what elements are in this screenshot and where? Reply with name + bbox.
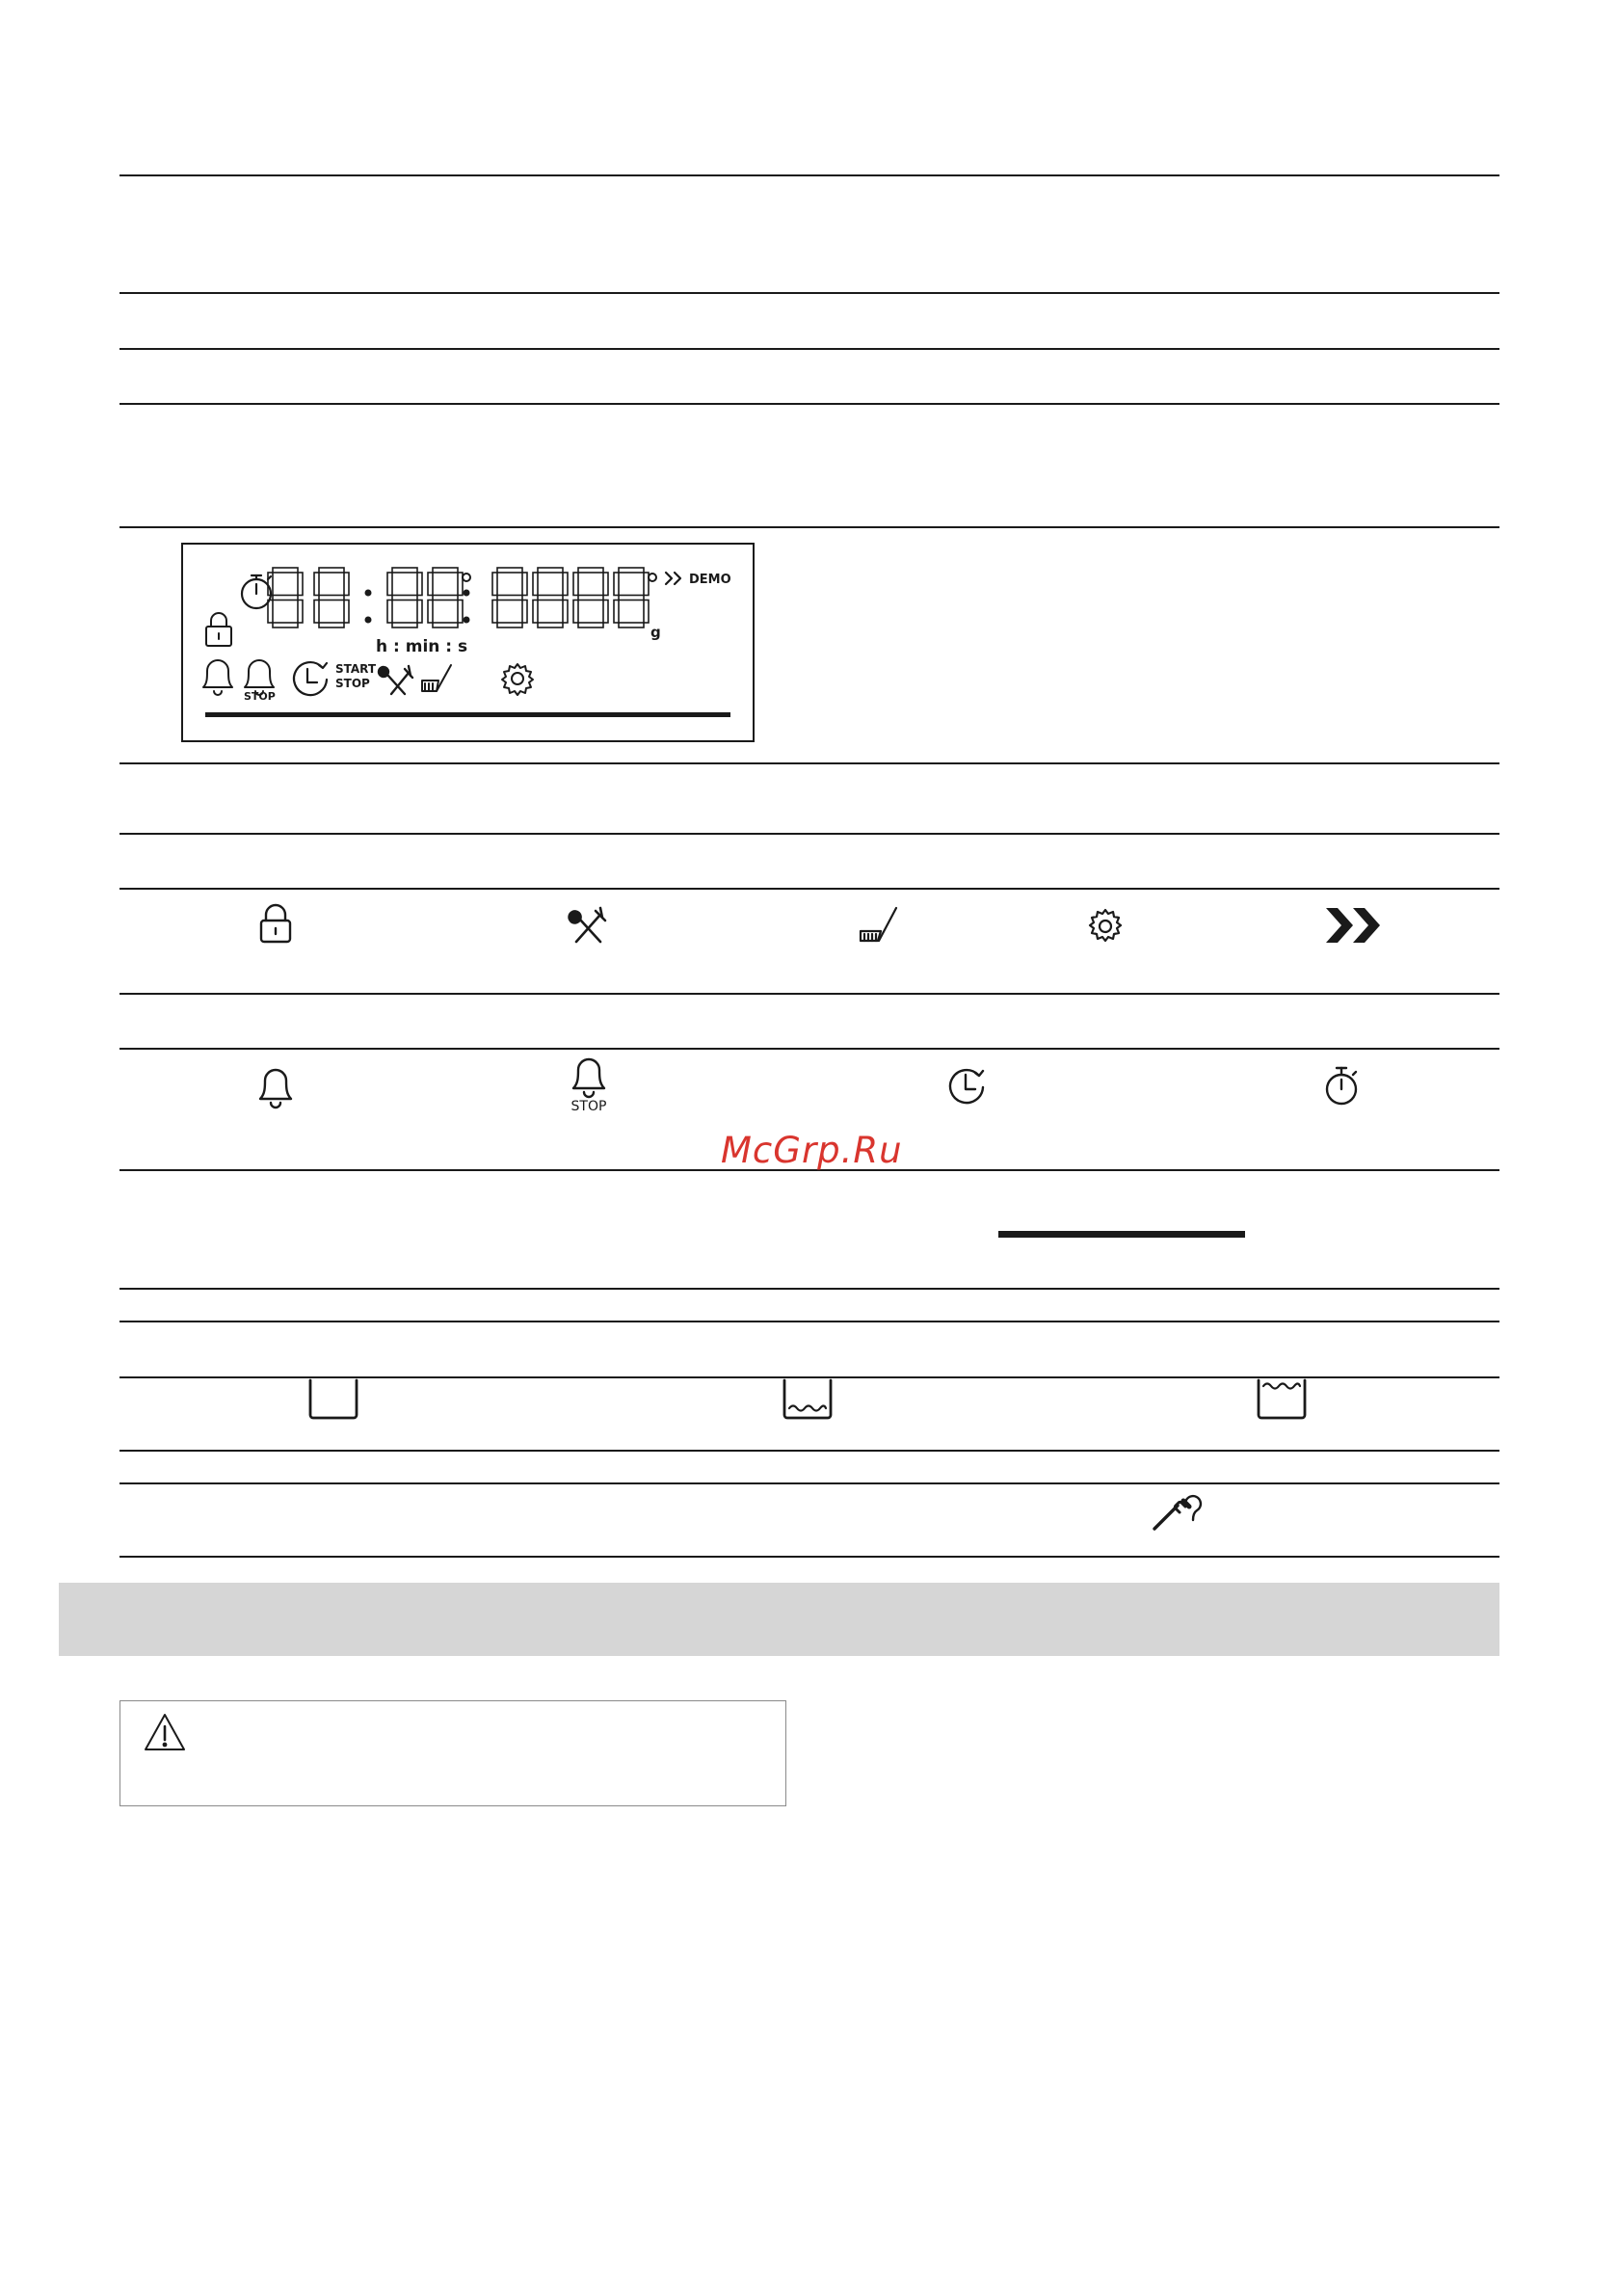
table-rule xyxy=(119,1321,1499,1322)
table-rule xyxy=(119,403,1499,405)
table-rule xyxy=(119,1450,1499,1452)
watermark: McGrp.Ru xyxy=(721,1130,903,1171)
table-rule xyxy=(119,1556,1499,1558)
table-rule xyxy=(119,292,1499,294)
table-rule xyxy=(119,526,1499,528)
table-rule xyxy=(119,174,1499,176)
gear-icon xyxy=(1085,906,1126,947)
table-rule xyxy=(119,1048,1499,1050)
table-rule xyxy=(119,833,1499,835)
table-rule xyxy=(119,1288,1499,1290)
section-header-band xyxy=(59,1583,1499,1656)
warning-box xyxy=(119,1700,786,1806)
bell-icon xyxy=(256,1068,295,1108)
empty-tank-icon xyxy=(306,1376,360,1423)
bell-stop-label: STOP xyxy=(570,1099,607,1114)
warning-triangle-icon xyxy=(142,1711,188,1753)
underline-bar xyxy=(998,1231,1245,1238)
table-rule xyxy=(119,888,1499,890)
brush-icon xyxy=(858,904,900,947)
weight-unit: g xyxy=(650,624,661,641)
lock-icon xyxy=(256,906,295,945)
bell-stop-icon xyxy=(568,1057,610,1115)
low-water-tank-icon xyxy=(781,1376,835,1423)
clock-arrow-icon xyxy=(946,1064,989,1107)
display-panel xyxy=(181,543,755,742)
table-rule xyxy=(119,1482,1499,1484)
progress-bar xyxy=(205,712,730,717)
water-hose-icon xyxy=(1149,1485,1207,1532)
time-unit: h : min : s xyxy=(376,637,468,656)
stop-label: STOP xyxy=(244,690,276,703)
fast-forward-icon xyxy=(1324,906,1392,945)
start-label: START xyxy=(335,662,377,676)
table-rule xyxy=(119,762,1499,764)
spoon-fork-icon xyxy=(569,906,609,945)
stopwatch-icon xyxy=(1322,1064,1365,1107)
table-rule xyxy=(119,348,1499,350)
table-rule xyxy=(119,993,1499,995)
demo-label: DEMO xyxy=(689,573,731,587)
stop-label-2: STOP xyxy=(335,677,370,690)
full-water-tank-icon xyxy=(1255,1376,1309,1423)
